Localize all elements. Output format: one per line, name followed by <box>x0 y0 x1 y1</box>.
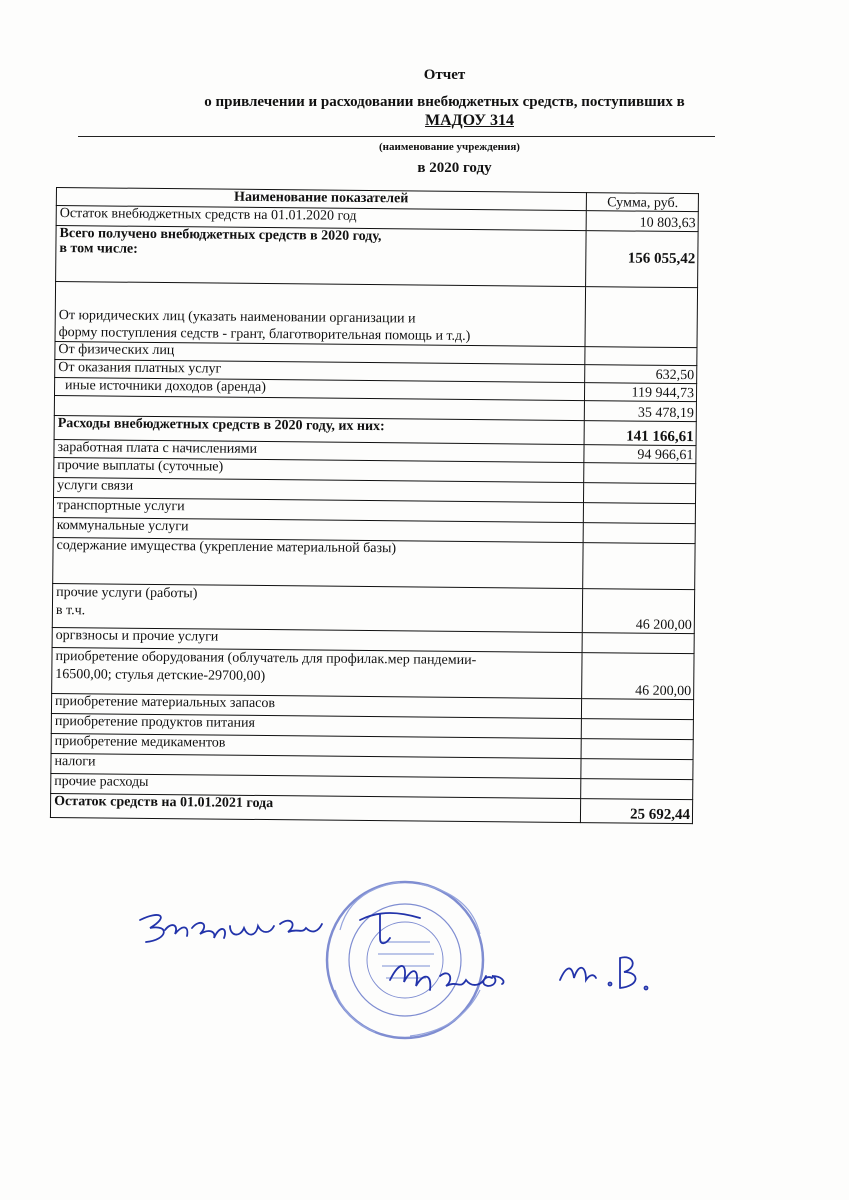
row-sum <box>583 523 696 544</box>
row-name: услуги связи <box>54 477 584 502</box>
row-name: Расходы внебюджетных средств в 2020 году, их них: <box>54 415 584 444</box>
row-name <box>52 647 582 698</box>
row-name: прочие выплаты (суточные) <box>54 457 584 482</box>
row-sum <box>582 633 695 654</box>
institution-name: МАДОУ 314 <box>425 112 514 129</box>
institution-name-line <box>45 112 849 130</box>
row-sum <box>581 739 694 760</box>
row-name-line1: От юридических лиц (указать наименовании организации и <box>58 308 416 327</box>
row-name-line2: в т.ч. <box>55 603 86 619</box>
table-row <box>53 537 695 589</box>
table-row <box>55 282 698 348</box>
report-table <box>50 187 699 824</box>
institution-caption: (наименование учреждения) <box>379 141 520 153</box>
row-name: приобретение продуктов питания <box>51 713 581 738</box>
row-name <box>55 282 585 347</box>
row-name: Остаток средств на 01.01.2021 года <box>50 793 580 822</box>
report-subtitle: о привлечении и расходовании внебюджетных средств, поступивших в <box>204 94 685 110</box>
row-name: От оказания платных услуг <box>55 359 585 382</box>
row-name <box>52 583 582 632</box>
row-sum <box>583 503 696 524</box>
stamp-seal <box>327 882 483 1038</box>
table-row <box>50 793 692 823</box>
row-name-line2: в том числе: <box>59 241 138 257</box>
row-sum <box>581 699 694 720</box>
row-name: приобретение материальных запасов <box>51 693 581 718</box>
row-name: От физических лиц <box>55 341 585 364</box>
row-name-line2: форму поступления седств - грант, благотворительная помощь и т.д.) <box>58 325 471 344</box>
table-row <box>52 647 694 699</box>
row-sum: 25 692,44 <box>580 799 693 824</box>
row-sum <box>581 719 694 740</box>
row-name: прочие расходы <box>51 773 581 798</box>
row-sum: 10 803,63 <box>586 211 699 232</box>
column-header-name: Наименование показателей <box>56 188 586 211</box>
table-row <box>56 226 699 288</box>
row-name: оргвзносы и прочие услуги <box>52 627 582 652</box>
row-name: приобретение медикаментов <box>51 733 581 758</box>
row-sum <box>583 463 696 484</box>
row-name: заработная плата с начислениями <box>54 439 584 462</box>
row-sum: 141 166,61 <box>584 421 697 446</box>
row-sum <box>582 543 695 590</box>
row-name: транспортные услуги <box>53 497 583 522</box>
row-name: налоги <box>51 753 581 778</box>
row-sum <box>580 759 693 780</box>
institution-underline <box>78 136 715 137</box>
row-sum: 119 944,73 <box>584 383 697 402</box>
row-name <box>56 226 586 287</box>
column-header-sum: Сумма, руб. <box>586 193 699 212</box>
signature-and-stamp <box>120 880 720 1050</box>
report-period: в 2020 году <box>417 160 492 176</box>
row-sum: 46 200,00 <box>581 653 694 700</box>
row-sum: 94 966,61 <box>583 445 696 464</box>
row-sum <box>583 483 696 504</box>
row-name: коммунальные услуги <box>53 517 583 542</box>
row-sum: 35 478,19 <box>584 401 697 422</box>
row-sum: 46 200,00 <box>582 589 695 634</box>
row-name: Остаток внебюджетных средств на 01.01.2020 год <box>56 206 586 231</box>
report-title: Отчет <box>423 67 466 83</box>
row-name-line1: прочие услуги (работы) <box>56 585 198 602</box>
row-sum: 632,50 <box>584 365 697 384</box>
row-sum <box>584 347 697 366</box>
row-name: иные источники доходов (аренда) <box>54 377 584 400</box>
row-name-line1: приобретение оборудования (облучатель для профилак.мер пандемии- <box>55 649 477 669</box>
row-name-line2: 16500,00; стулья детские-29700,00) <box>55 667 266 685</box>
table-row <box>52 583 694 633</box>
row-name-line1: Всего получено внебюджетных средств в 2020 году, <box>59 226 382 245</box>
row-sum: 156 055,42 <box>585 231 698 288</box>
row-name: содержание имущества (укрепление материальной базы) <box>53 537 583 588</box>
row-sum <box>580 779 693 800</box>
row-sum <box>585 287 698 348</box>
